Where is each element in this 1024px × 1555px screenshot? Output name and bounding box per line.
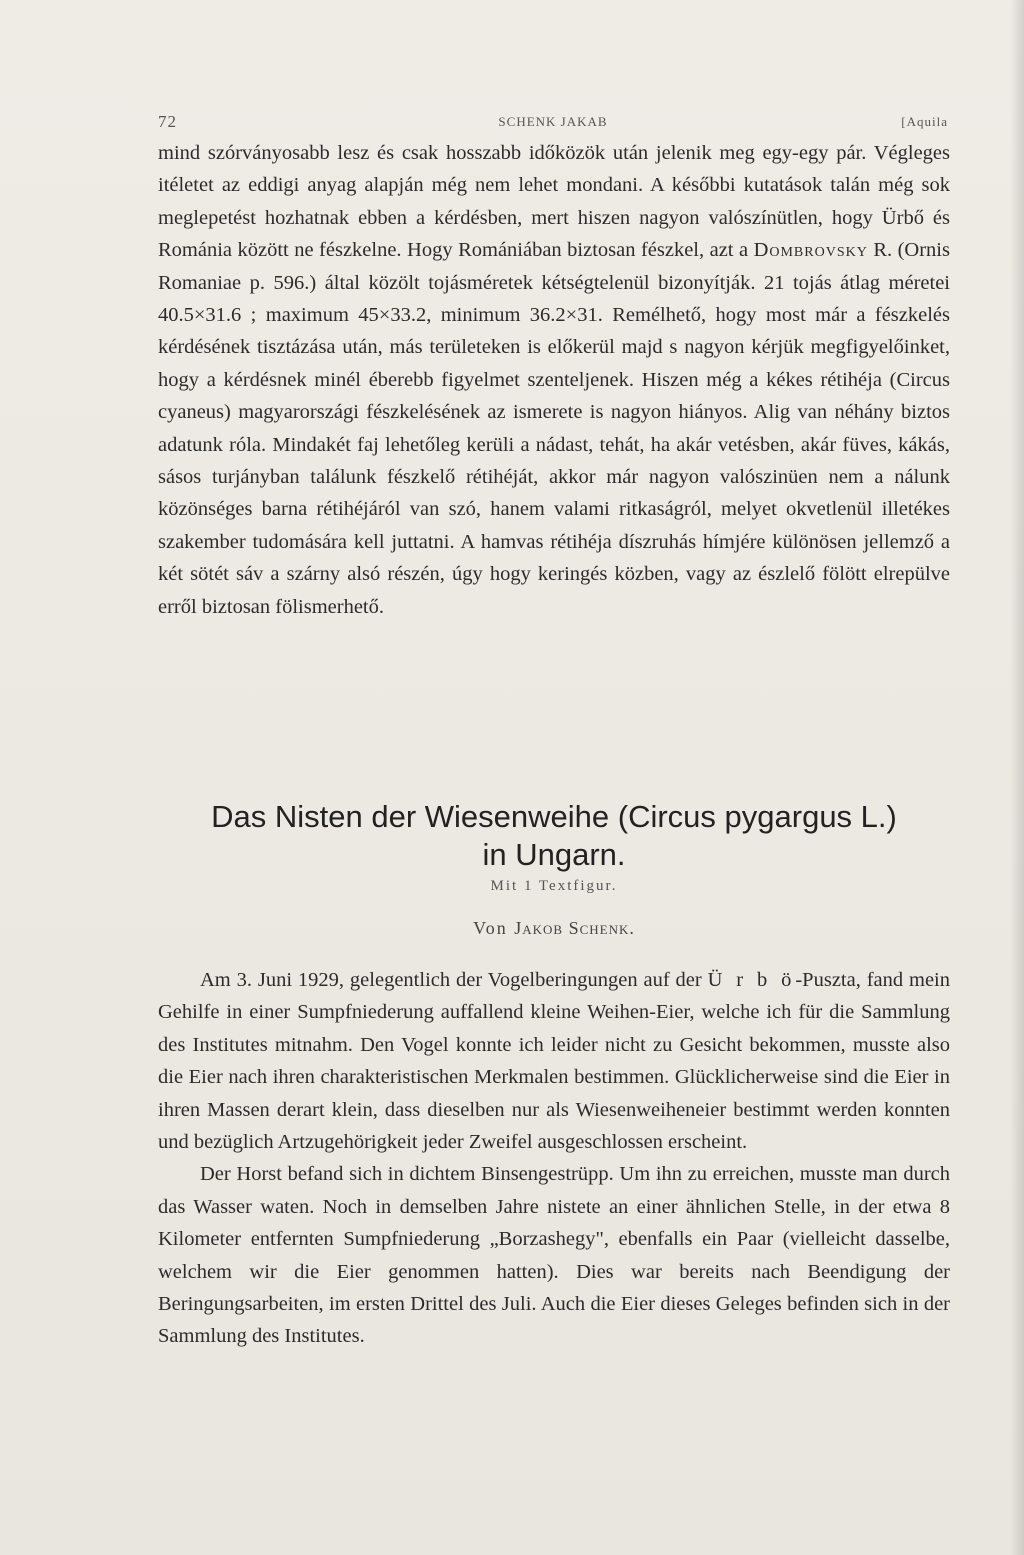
running-head xyxy=(158,112,948,136)
byline-prefix: Von xyxy=(473,918,515,938)
hungarian-text-part2: R. (Ornis Romaniae p. 596.) által közölt tojásméretek kétségtelenül bizonyítják. 21 tojás átlag méretei 40.5×31.6 ; maximum 45×33.2, minimum 36.2×31. Remélhető, hogy most már a fészkelés kérdésének tisztázása után, más területeken is előkerül majd s nagyon kérjük megfigyelőinket, hogy a kérdésnek minél éberebb figyelmet szenteljenek. Hiszen még a kékes rétihéja (Circus cyaneus) magyarországi fészkelésének az ismerete is nagyon hiányos. Alig van néhány biztos adatunk róla. Mindakét faj lehetőleg kerüli a nádast, tehát, ha akár vetésben, akár füves, kákás, sásos turjányban találunk fészkelő rétihéját, akkor már nagyon valószinüen nem a nálunk közönséges barna rétihéjáról van szó, hanem valami ritkaságról, melyet okvetlenül illetékes szakember tudomására kell juttatni. A hamvas rétihéja díszruhás hímjére különösen jellemző a két sötét sáv a szárny alsó részén, úgy hogy keringés közben, vagy az észlelő fölött elrepülve erről biztosan fölismerhető. xyxy=(158,239,950,618)
running-title: SCHENK JAKAB xyxy=(498,114,608,129)
place-name: Ü r b ö xyxy=(707,969,796,991)
german-p1-rest: -Puszta, fand mein Gehilfe in einer Sumpfniederung auffallend kleine Weihen-Eier, welche ich für die Sammlung des Institutes mitnahm. Den Vogel konnte ich leider nicht zu Gesicht bekommen, musste also die Eier nach ihren charakteristischen Merkmalen bestimmen. Glücklicherweise sind die Eier in ihren Massen derart klein, dass dieselben nur als Wiesenweiheneier bestimmt werden konnten und bezüglich Artzugehörigkeit jeder Zweifel ausgeschlossen erscheint. xyxy=(158,969,951,1154)
page-number: 72 xyxy=(158,112,177,131)
german-paragraph-1 xyxy=(158,964,950,1158)
journal-name: [Aquila xyxy=(901,114,948,129)
hungarian-paragraph xyxy=(158,137,950,623)
german-section xyxy=(158,964,950,1353)
byline-author: Jakob Schenk. xyxy=(514,918,635,938)
hungarian-section xyxy=(158,137,950,623)
page-edge-shadow xyxy=(1010,0,1024,1555)
author-reference: Dombrovsky xyxy=(753,239,868,262)
german-paragraph-2: Der Horst befand sich in dichtem Binsengestrüpp. Um ihn zu erreichen, musste man durch das Wasser waten. Noch in demselben Jahre nistete an einer ähnlichen Stelle, in der etwa 8 Kilometer entfernten Sumpfniederung „Borzashegy", ebenfalls ein Paar (vielleicht dasselbe, welchem wir die Eier genommen hatten). Dies war bereits nach Beendigung der Beringungsarbeiten, im ersten Drittel des Juli. Auch die Eier dieses Geleges befinden sich in der Sammlung des Institutes. xyxy=(158,1163,950,1348)
article-heading xyxy=(158,798,950,874)
figure-note: Mit 1 Textfigur. xyxy=(490,878,618,894)
byline xyxy=(158,918,950,939)
heading-line-2: in Ungarn. xyxy=(482,837,626,872)
german-p1-start: Am 3. Juni 1929, gelegentlich der Vogelberingungen auf der xyxy=(200,969,708,991)
heading-line-1: Das Nisten der Wiesenweihe (Circus pygargus L.) xyxy=(211,799,897,834)
hungarian-text-part1: mind szórványosabb lesz és csak hosszabb időközök után jelenik meg egy-egy pár. Végleges itéletet az eddigi anyag alapján még nem lehet mondani. A későbbi kutatások talán még sok meglepetést hozhatnak ebben a kérdésben, mert hiszen nagyon valószínütlen, hogy Ürbő és Románia között ne fészkelne. Hogy Romániában biztosan fészkel, azt a xyxy=(158,142,950,262)
